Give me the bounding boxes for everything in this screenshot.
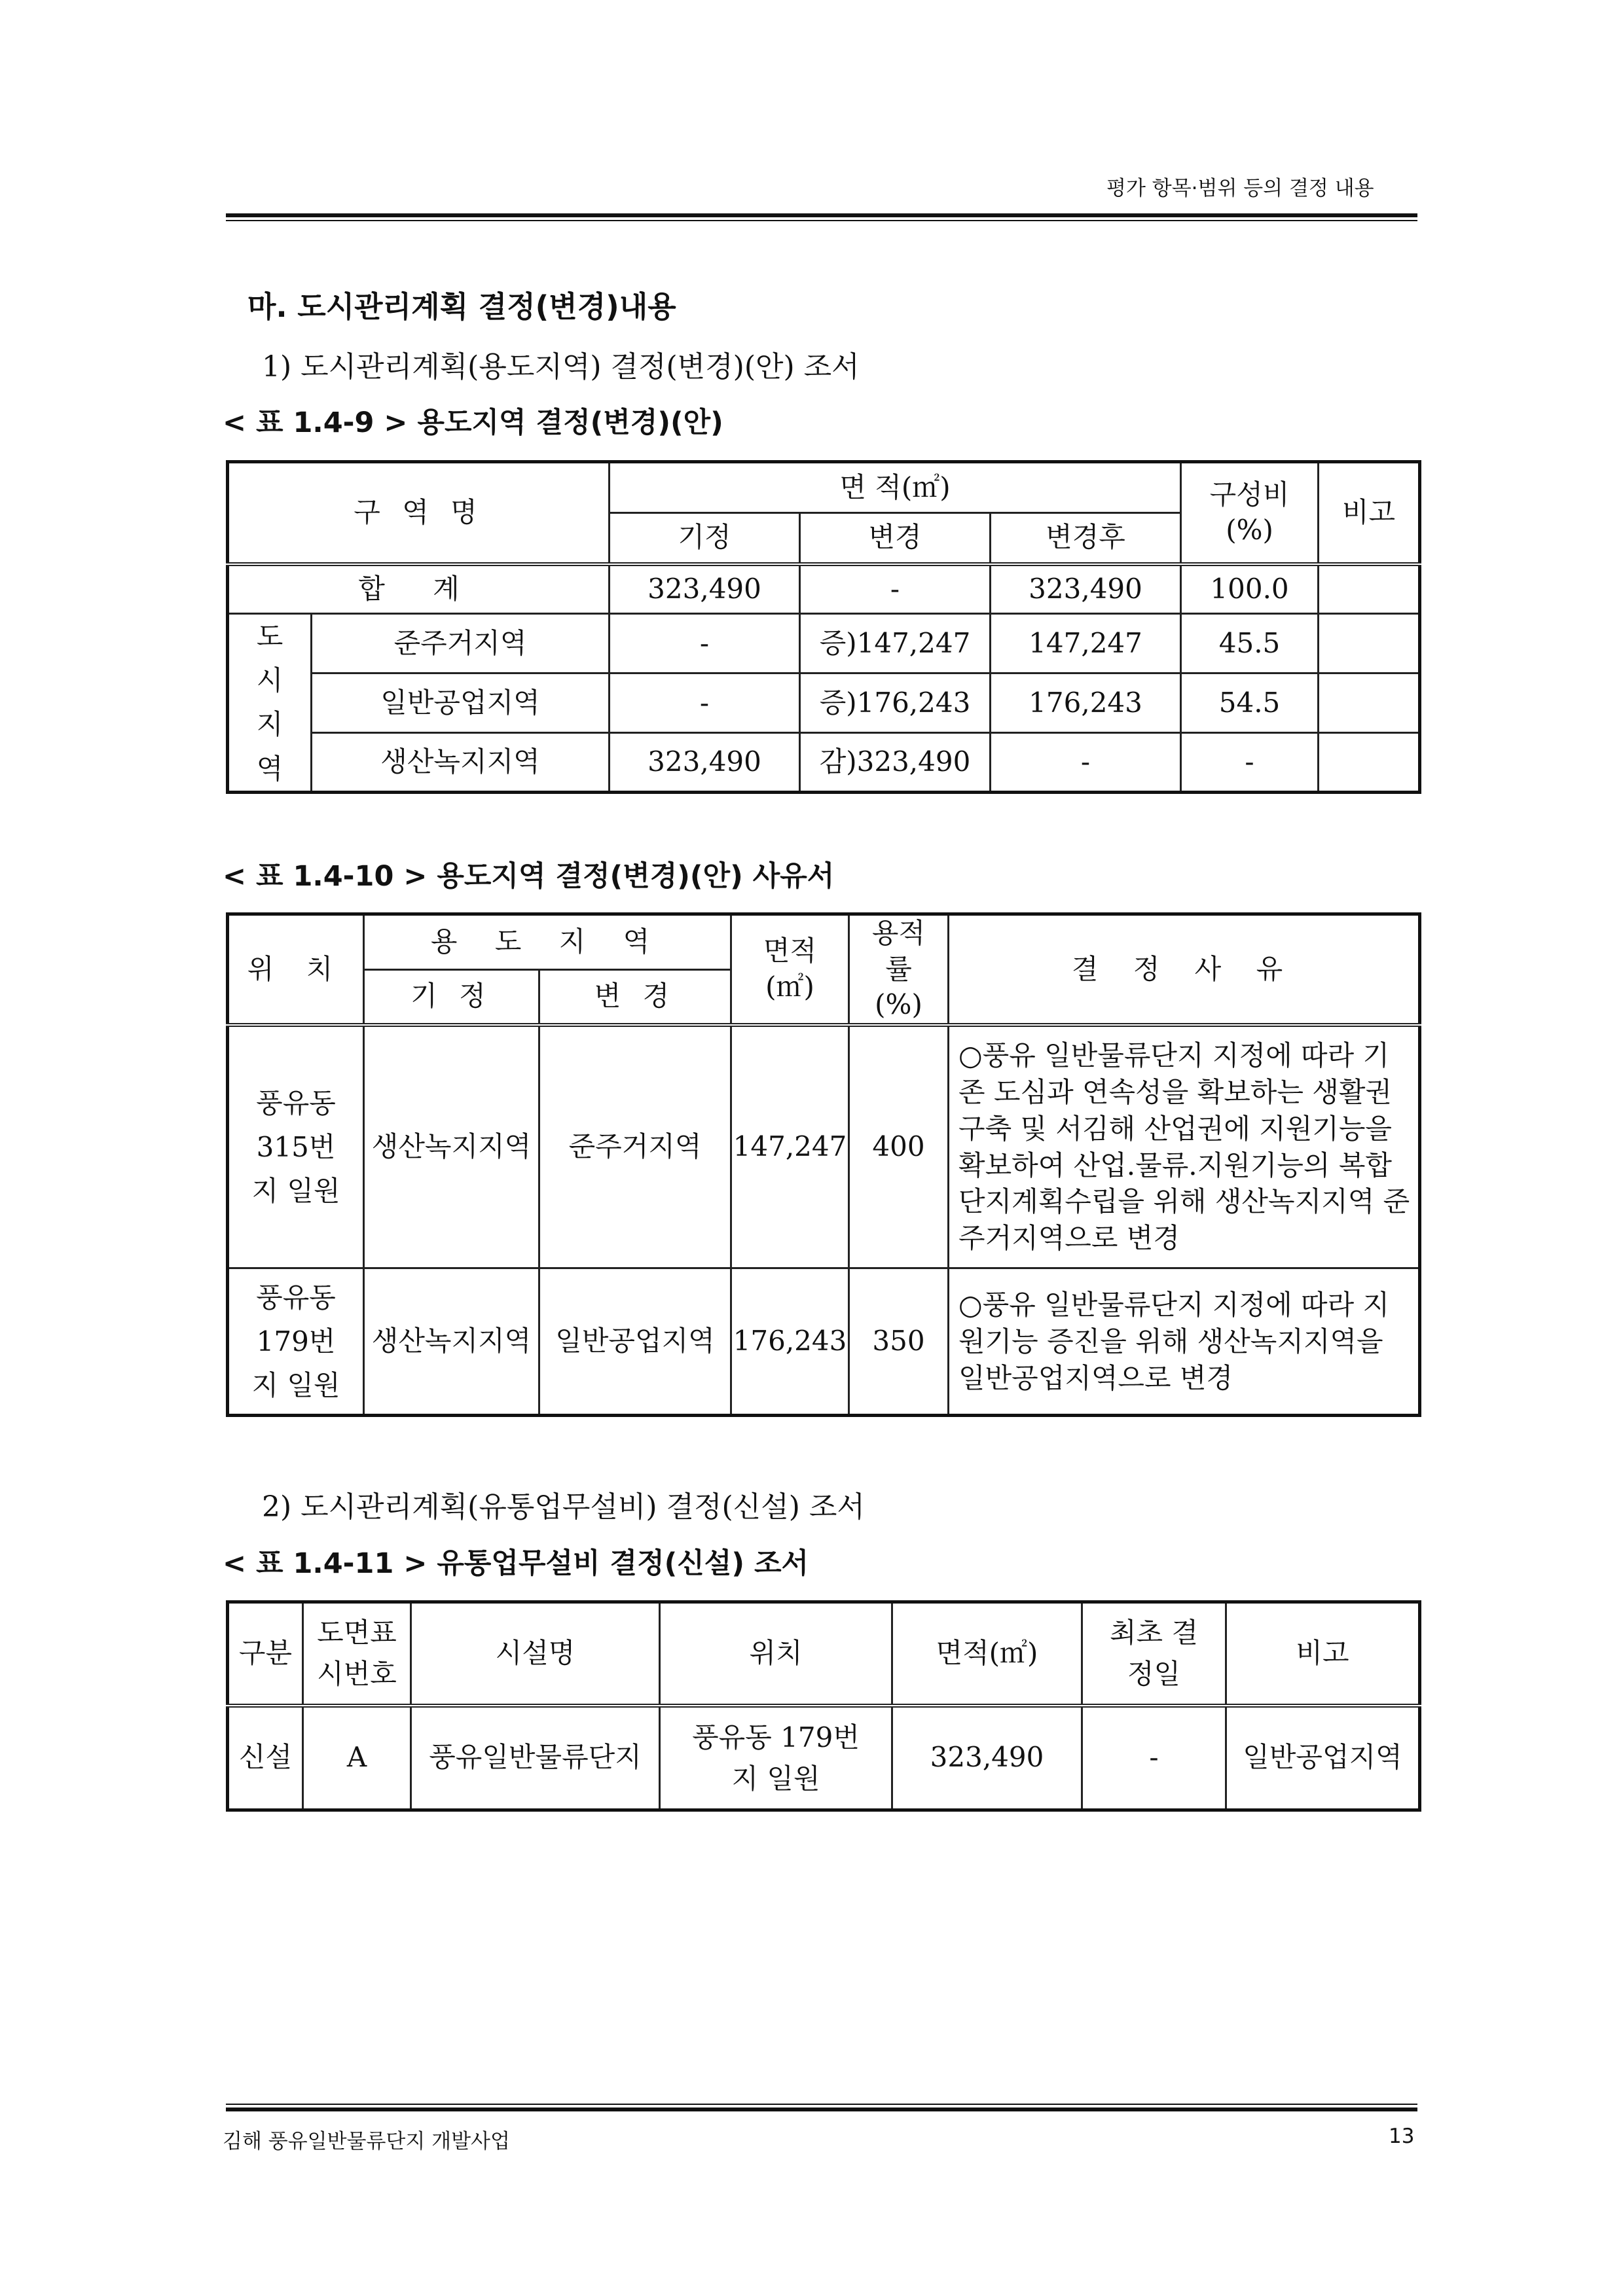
footer-rule-thin bbox=[226, 2104, 1417, 2105]
header-area: 면적(㎡) bbox=[892, 1602, 1082, 1706]
header-existing: 기정 bbox=[610, 513, 800, 564]
table2-caption: < 표 1.4-10 > 용도지역 결정(변경)(안) 사유서 bbox=[223, 860, 835, 893]
header-zone-name: 구 역 명 bbox=[228, 462, 610, 564]
footer-rule bbox=[226, 2108, 1417, 2111]
reason: ○풍유 일반물류단지 지정에 따라 지원기능 증진을 위해 생산녹지지역을 일반공업지역으로 변경 bbox=[949, 1268, 1420, 1416]
zone-existing: 생산녹지지역 bbox=[364, 1268, 539, 1416]
header-location: 위 치 bbox=[228, 914, 364, 1025]
header-rule-thin bbox=[226, 220, 1417, 221]
table3-caption: < 표 1.4-11 > 유통업무설비 결정(신설) 조서 bbox=[223, 1547, 809, 1580]
zone-note bbox=[1319, 732, 1420, 792]
total-note bbox=[1319, 564, 1420, 614]
location: 풍유동 179번지 일원 bbox=[660, 1706, 892, 1810]
zone-name: 준주거지역 bbox=[312, 614, 610, 673]
group-label: 도시 지역 bbox=[228, 614, 312, 793]
reason: ○풍유 일반물류단지 지정에 따라 기존 도심과 연속성을 확보하는 생활권 구축 및 서김해 산업권에 지원기능을 확보하여 산업.물류.지원기능의 복합단지계획수립을 위해 생산녹지지역 준주거지역으로 변경 bbox=[949, 1025, 1420, 1268]
header-map-no: 도면표 시번호 bbox=[303, 1602, 411, 1706]
zone-existing: 생산녹지지역 bbox=[364, 1025, 539, 1268]
header-ratio: 구성비 (%) bbox=[1181, 462, 1319, 564]
zone-existing: - bbox=[610, 614, 800, 673]
table-row bbox=[228, 732, 1420, 792]
header-first-date: 최초 결정일 bbox=[1082, 1602, 1226, 1706]
header-type: 구분 bbox=[228, 1602, 303, 1706]
page-number: 13 bbox=[1389, 2125, 1415, 2148]
header-area: 면 적(㎡) bbox=[610, 462, 1181, 513]
table-row bbox=[228, 614, 1420, 673]
header-reason: 결 정 사 유 bbox=[949, 914, 1420, 1025]
header-area: 면적 (㎡) bbox=[731, 914, 849, 1025]
area: 323,490 bbox=[892, 1706, 1082, 1810]
zone-after: 176,243 bbox=[991, 673, 1181, 732]
header-location: 위치 bbox=[660, 1602, 892, 1706]
total-after: 323,490 bbox=[991, 564, 1181, 614]
table1-caption: < 표 1.4-9 > 용도지역 결정(변경)(안) bbox=[223, 406, 723, 439]
total-change: - bbox=[800, 564, 991, 614]
running-header: 평가 항목·범위 등의 결정 내용 bbox=[1106, 177, 1374, 200]
zone-change: 증)147,247 bbox=[800, 614, 991, 673]
zone-ratio: 45.5 bbox=[1181, 614, 1319, 673]
table-row bbox=[228, 673, 1420, 732]
zone-change: 증)176,243 bbox=[800, 673, 991, 732]
zone-change: 일반공업지역 bbox=[539, 1268, 731, 1416]
subsection-1-title: 1) 도시관리계획(용도지역) 결정(변경)(안) 조서 bbox=[262, 350, 860, 384]
section-title: 마. 도시관리계획 결정(변경)내용 bbox=[247, 289, 676, 324]
table-row bbox=[228, 1025, 1420, 1268]
subsection-2-title: 2) 도시관리계획(유통업무설비) 결정(신설) 조서 bbox=[262, 1490, 865, 1524]
first-date: - bbox=[1082, 1706, 1226, 1810]
header-note: 비고 bbox=[1226, 1602, 1420, 1706]
zone-existing: - bbox=[610, 673, 800, 732]
type: 신설 bbox=[228, 1706, 303, 1810]
total-existing: 323,490 bbox=[610, 564, 800, 614]
facility-decision-table bbox=[226, 1600, 1421, 1812]
total-ratio: 100.0 bbox=[1181, 564, 1319, 614]
zone-name: 일반공업지역 bbox=[312, 673, 610, 732]
zone-existing: 323,490 bbox=[610, 732, 800, 792]
header-note: 비고 bbox=[1319, 462, 1420, 564]
zone-change: 준주거지역 bbox=[539, 1025, 731, 1268]
header-change: 변경 bbox=[800, 513, 991, 564]
footer-project: 김해 풍유일반물류단지 개발사업 bbox=[223, 2130, 510, 2153]
header-change: 변 경 bbox=[539, 969, 731, 1025]
zone-name: 생산녹지지역 bbox=[312, 732, 610, 792]
zone-reason-table bbox=[226, 912, 1421, 1417]
table-row bbox=[228, 1706, 1420, 1810]
zone-decision-table bbox=[226, 460, 1421, 794]
zone-note bbox=[1319, 673, 1420, 732]
area: 176,243 bbox=[731, 1268, 849, 1416]
header-rule bbox=[226, 213, 1417, 217]
zone-after: - bbox=[991, 732, 1181, 792]
zone-after: 147,247 bbox=[991, 614, 1181, 673]
area: 147,247 bbox=[731, 1025, 849, 1268]
header-far: 용적률 (%) bbox=[849, 914, 949, 1025]
zone-ratio: 54.5 bbox=[1181, 673, 1319, 732]
location: 풍유동 315번지 일원 bbox=[228, 1025, 364, 1268]
header-after: 변경후 bbox=[991, 513, 1181, 564]
header-facility: 시설명 bbox=[411, 1602, 660, 1706]
total-label: 합 계 bbox=[228, 564, 610, 614]
far: 350 bbox=[849, 1268, 949, 1416]
far: 400 bbox=[849, 1025, 949, 1268]
table-row bbox=[228, 1268, 1420, 1416]
note: 일반공업지역 bbox=[1226, 1706, 1420, 1810]
location: 풍유동 179번지 일원 bbox=[228, 1268, 364, 1416]
zone-ratio: - bbox=[1181, 732, 1319, 792]
header-existing: 기 정 bbox=[364, 969, 539, 1025]
zone-note bbox=[1319, 614, 1420, 673]
map-no: A bbox=[303, 1706, 411, 1810]
zone-change: 감)323,490 bbox=[800, 732, 991, 792]
header-zone: 용 도 지 역 bbox=[364, 914, 731, 970]
facility: 풍유일반물류단지 bbox=[411, 1706, 660, 1810]
